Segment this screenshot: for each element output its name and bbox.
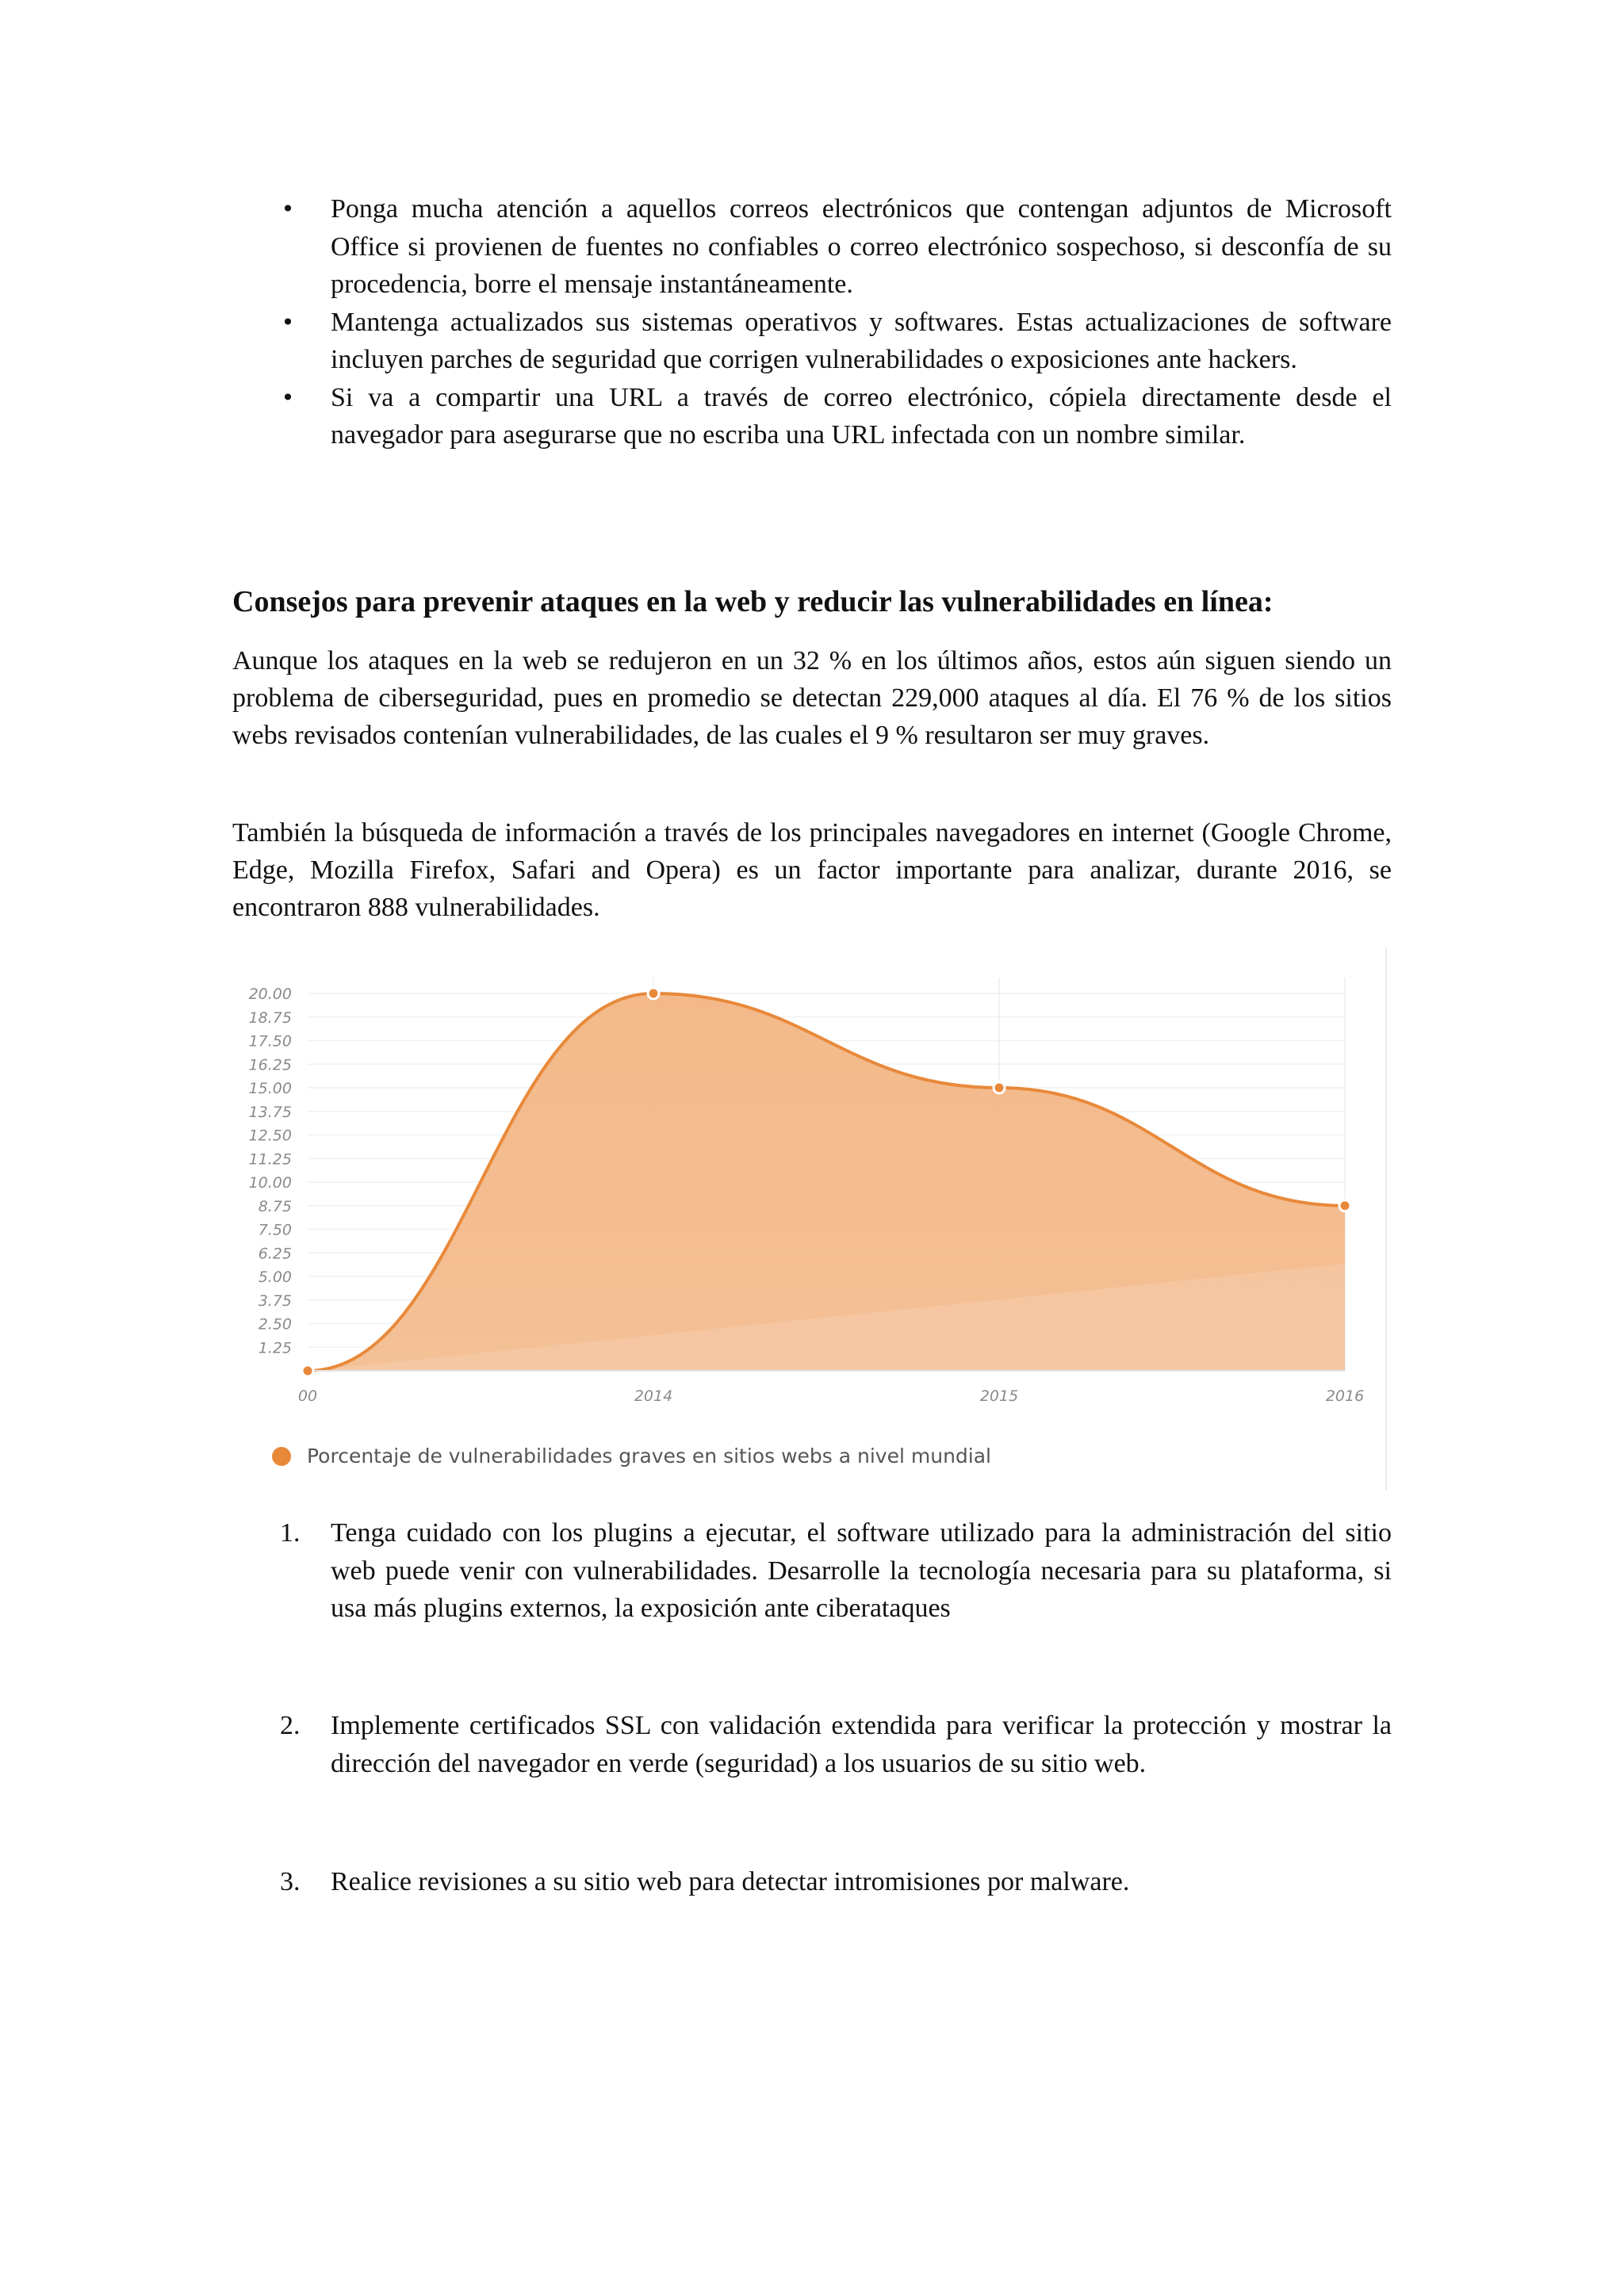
y-tick-label: 17.50 [248, 1032, 292, 1050]
y-tick-label: 1.25 [258, 1339, 292, 1357]
paragraph-browsers: También la búsqueda de información a través de los principales navegadores en internet (Google Chrome, Edge, Mozilla Firefox, Safari and Opera) es un factor importante para analizar, durante 2016, se encontraron 888 vulnerabilidades. [232, 818, 1392, 922]
y-tick-label: 13.75 [248, 1103, 292, 1121]
y-tick-label: 2.50 [258, 1315, 292, 1334]
item-number: 2. [280, 1711, 301, 1740]
data-point [302, 1365, 313, 1376]
y-tick-label: 10.00 [248, 1174, 292, 1192]
bullet-item [232, 304, 1392, 379]
item-text: Realice revisiones a su sitio web para detectar intromisiones por malware. [331, 1867, 1130, 1896]
y-tick-label: 12.50 [248, 1127, 292, 1145]
numbered-item-1 [232, 1514, 1392, 1628]
y-tick-label: 15.00 [248, 1080, 292, 1097]
y-tick-label: 5.00 [258, 1269, 292, 1286]
item-text: Implemente certificados SSL con validación extendida para verificar la protección y mostrar la dirección del navegador en verde (seguridad) a los usuarios de su sitio web. [331, 1711, 1392, 1778]
data-point [994, 1082, 1005, 1093]
bullet-dot-icon: • [281, 384, 295, 411]
y-tick-label: 6.25 [258, 1245, 292, 1263]
numbered-item-3 [232, 1863, 1392, 1901]
bullet-text: Mantenga actualizados sus sistemas operativos y softwares. Estas actualizaciones de software incluyen parches de seguridad que corrigen vulnerabilidades o exposiciones ante hackers. [331, 307, 1392, 374]
y-tick-label: 3.75 [258, 1292, 292, 1310]
legend-swatch-icon [272, 1447, 291, 1466]
numbered-item [232, 1863, 1392, 1901]
chart-legend[interactable] [272, 1445, 991, 1468]
data-point [1339, 1200, 1350, 1211]
paragraph-attacks: Aunque los ataques en la web se redujeron en un 32 % en los últimos años, estos aún siguen siendo un problema de ciberseguridad, pues en promedio se detectan 229,000 ataques al día. El 76 % de los sitios webs revisados contenían vulnerabilidades, de las cuales el 9 % resultaron ser muy graves. [232, 646, 1392, 750]
bullet-list [232, 190, 1392, 454]
section-heading: Consejos para prevenir ataques en la web y reducir las vulnerabilidades en línea: [232, 585, 1274, 618]
y-tick-label: 8.75 [258, 1197, 292, 1215]
numbered-item [232, 1707, 1392, 1782]
numbered-item-2 [232, 1707, 1392, 1782]
item-number: 1. [280, 1518, 301, 1548]
x-tick-label: 2016 [1325, 1387, 1365, 1405]
bullet-text: Si va a compartir una URL a través de correo electrónico, cópiela directamente desde el navegador para asegurarse que no escriba una URL infectada con un nombre similar. [331, 382, 1392, 450]
chart-svg [232, 947, 1390, 1490]
x-tick-label: 00 [297, 1387, 318, 1405]
item-text: Tenga cuidado con los plugins a ejecutar, el software utilizado para la administración del sitio web puede venir con vulnerabilidades. Desarrolle la tecnología necesaria para su plataforma, si usa más plugins externos, la exposición ante ciberataques [331, 1518, 1392, 1623]
data-point [648, 988, 659, 999]
bullet-dot-icon: • [281, 308, 295, 335]
y-tick-label: 18.75 [248, 1008, 292, 1027]
item-number: 3. [280, 1867, 301, 1896]
bullet-item [232, 190, 1392, 304]
numbered-item [232, 1514, 1392, 1628]
bullet-item [232, 379, 1392, 454]
bullet-dot-icon: • [281, 196, 295, 222]
y-tick-label: 16.25 [248, 1056, 292, 1074]
y-tick-label: 20.00 [248, 985, 292, 1003]
vulnerability-chart [232, 947, 1390, 1490]
y-tick-label: 7.50 [258, 1221, 292, 1239]
bullet-text: Ponga mucha atención a aquellos correos electrónicos que contengan adjuntos de Microsoft Office si provienen de fuentes no confiables o correo electrónico sospechoso, si desconfía de su procedencia, borre el mensaje instantáneamente. [331, 194, 1392, 299]
y-tick-label: 11.25 [248, 1150, 292, 1169]
legend-label: Porcentaje de vulnerabilidades graves en sitios webs a nivel mundial [307, 1445, 991, 1468]
x-tick-label: 2014 [634, 1387, 673, 1405]
x-tick-label: 2015 [979, 1387, 1019, 1405]
